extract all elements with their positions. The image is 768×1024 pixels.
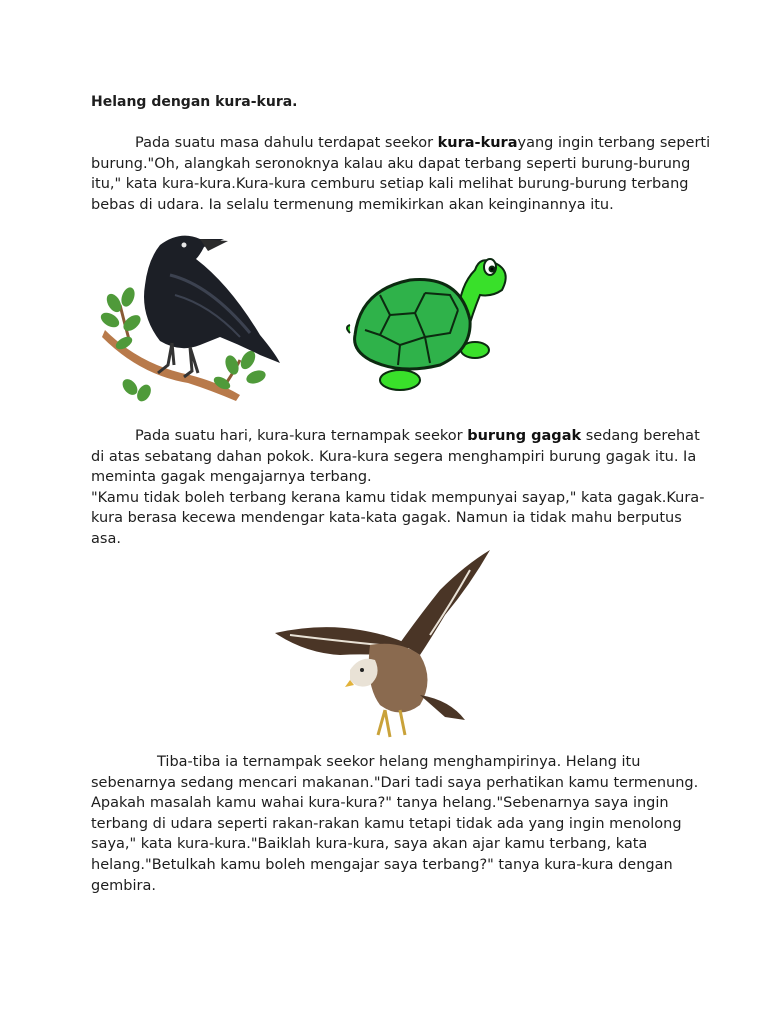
paragraph-3-line-1: Tiba-tiba ia ternampak seekor helang menghampirinya. Helang itu	[157, 754, 641, 770]
burung-gagak-bold: burung gagak	[467, 428, 582, 444]
paragraph-2-line-5: kura berasa kecewa mendengar kata-kata gagak. Namun ia tidak mahu berputus	[91, 510, 682, 527]
paragraph-2	[91, 426, 705, 550]
paragraph-1-line-2: burung."Oh, alangkah seronoknya kalau aku dapat terbang seperti burung-burung	[91, 155, 691, 172]
paragraph-2-line-4: "Kamu tidak boleh terbang kerana kamu tidak mempunyai sayap," kata gagak.Kura-	[91, 489, 705, 506]
paragraph-1-line-3: itu," kata kura-kura.Kura-kura cemburu setiap kali melihat burung-burung terbang	[91, 176, 689, 193]
paragraph-2-line-1	[91, 426, 700, 447]
paragraph-3-line-2: sebenarnya sedang mencari makanan."Dari tadi saya perhatikan kamu termenung.	[91, 774, 699, 791]
turtle-shell	[355, 280, 471, 370]
crow-on-branch-illustration	[100, 225, 285, 410]
turtle-illustration	[340, 245, 515, 395]
p2-text: Pada suatu hari, kura-kura ternampak seekor	[135, 428, 468, 444]
crow	[144, 236, 280, 377]
eagle-illustration	[270, 545, 505, 750]
story-title: Helang dengan kura-kura.	[91, 94, 298, 110]
p1-text-end: yang ingin terbang seperti	[517, 135, 711, 151]
paragraph-3-line-3: Apakah masalah kamu wahai kura-kura?" tanya helang."Sebenarnya saya ingin	[91, 795, 669, 812]
paragraph-3-line-7: gembira.	[91, 877, 156, 894]
paragraph-2-line-3: meminta gagak mengajarnya terbang.	[91, 469, 372, 486]
eagle	[275, 550, 490, 737]
paragraph-3	[91, 752, 699, 896]
p2-text-end: sedang berehat	[581, 428, 700, 444]
paragraph-1	[91, 133, 711, 215]
paragraph-2-line-2: di atas sebatang dahan pokok. Kura-kura segera menghampiri burung gagak itu. Ia	[91, 448, 697, 465]
p1-text: Pada suatu masa dahulu terdapat seekor	[135, 135, 438, 151]
paragraph-3-line-6: helang."Betulkah kamu boleh mengajar saya terbang?" tanya kura-kura dengan	[91, 856, 673, 873]
paragraph-3-line-5: saya," kata kura-kura."Baiklah kura-kura, saya akan ajar kamu terbang, kata	[91, 836, 648, 853]
kura-kura-bold: kura-kura	[437, 135, 518, 151]
paragraph-1-line-4: bebas di udara. Ia selalu termenung memikirkan akan keinginannya itu.	[91, 196, 614, 213]
paragraph-2-line-6: asa.	[91, 530, 121, 547]
paragraph-1-line-1	[91, 133, 711, 154]
paragraph-3-line-4: terbang di udara seperti rakan-rakan kamu tetapi tidak ada yang ingin menolong	[91, 815, 682, 832]
